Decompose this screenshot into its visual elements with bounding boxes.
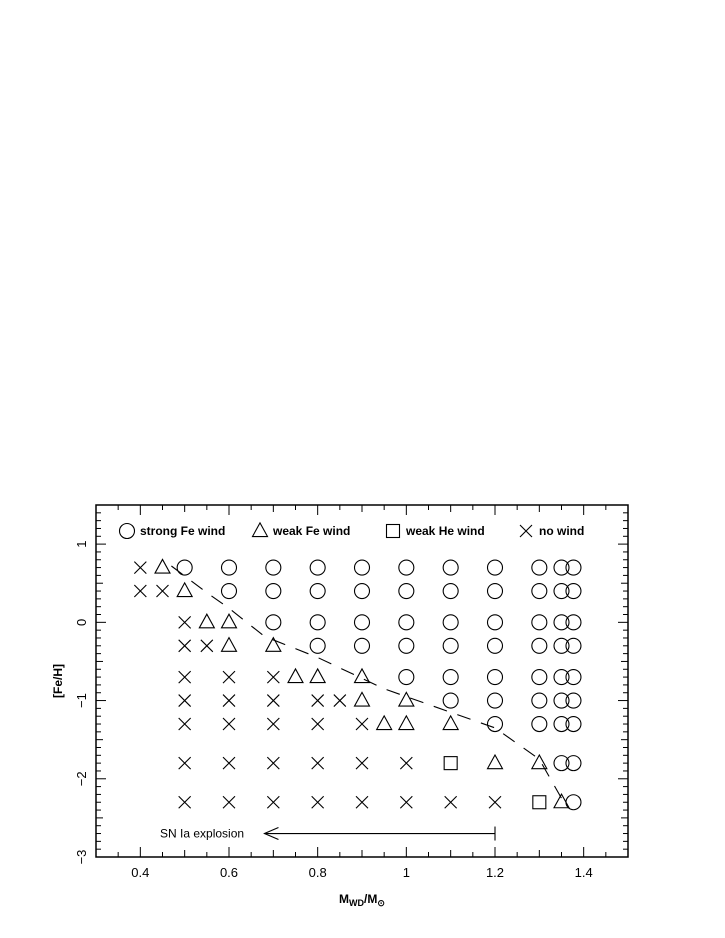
circle-point	[443, 670, 458, 685]
circle-point	[355, 584, 370, 599]
circle-point	[532, 638, 547, 653]
triangle-point	[399, 692, 414, 706]
circle-point	[554, 638, 569, 653]
circle-point	[554, 717, 569, 732]
x-axis-label	[339, 892, 385, 908]
legend-label: weak Fe wind	[273, 524, 351, 538]
cross-point	[179, 718, 191, 730]
y-tick-label: −1	[74, 693, 89, 708]
triangle-point	[177, 583, 192, 597]
legend-square-marker	[387, 525, 400, 538]
x-axis-label-sep: /M	[364, 892, 378, 906]
cross-point	[223, 757, 235, 769]
cross-point	[312, 796, 324, 808]
triangle-point	[310, 669, 325, 683]
x-tick-label: 1	[402, 865, 410, 880]
cross-point	[223, 695, 235, 707]
circle-point	[532, 560, 547, 575]
circle-point	[222, 584, 237, 599]
sn-ia-annotation	[160, 827, 495, 841]
y-axis-label: [Fe/H]	[51, 664, 65, 698]
circle-point	[222, 560, 237, 575]
circle-point	[566, 717, 581, 732]
circle-point	[443, 560, 458, 575]
x-axis-label-sub1: WD	[349, 898, 365, 908]
circle-point	[310, 560, 325, 575]
cross-point	[134, 585, 146, 597]
triangle-point	[532, 755, 547, 769]
circle-point	[532, 717, 547, 732]
legend-entry-cross	[520, 524, 584, 538]
cross-point	[267, 796, 279, 808]
cross-point	[267, 671, 279, 683]
triangle-point	[355, 692, 370, 706]
circle-point	[266, 584, 281, 599]
circle-point	[532, 670, 547, 685]
triangle-point	[155, 559, 170, 573]
cross-point	[312, 695, 324, 707]
cross-point	[179, 757, 191, 769]
cross-point	[223, 718, 235, 730]
triangle-point	[288, 669, 303, 683]
triangle-point	[377, 716, 392, 730]
square-point	[444, 757, 457, 770]
triangle-point	[399, 716, 414, 730]
legend-triangle-marker	[253, 523, 268, 537]
square-point	[533, 796, 546, 809]
y-tick-label: 1	[74, 540, 89, 548]
circle-point	[532, 693, 547, 708]
circle-point	[566, 638, 581, 653]
sn-ia-label: SN Ia explosion	[160, 826, 245, 841]
cross-point	[334, 695, 346, 707]
x-axis-label-sub2: ⊙	[377, 898, 385, 908]
cross-point	[356, 718, 368, 730]
circle-point	[554, 693, 569, 708]
legend	[120, 523, 585, 539]
circle-point	[266, 615, 281, 630]
circle-point	[566, 756, 581, 771]
cross-point	[134, 562, 146, 574]
circle-point	[488, 584, 503, 599]
cross-point	[312, 757, 324, 769]
y-tick-label: −3	[74, 849, 89, 865]
y-tick-label: 0	[74, 618, 89, 626]
circle-point	[566, 584, 581, 599]
axis-ticks	[96, 505, 628, 857]
cross-point	[223, 671, 235, 683]
circle-point	[399, 670, 414, 685]
circle-point	[488, 638, 503, 653]
legend-circle-marker	[120, 524, 135, 539]
circle-point	[443, 638, 458, 653]
circle-point	[566, 615, 581, 630]
circle-point	[355, 615, 370, 630]
cross-point	[489, 796, 501, 808]
circle-point	[488, 670, 503, 685]
circle-point	[399, 560, 414, 575]
circle-point	[399, 584, 414, 599]
legend-entry-circle	[120, 524, 226, 539]
circle-point	[355, 638, 370, 653]
circle-point	[554, 615, 569, 630]
triangle-point	[443, 716, 458, 730]
circle-point	[554, 756, 569, 771]
cross-point	[400, 796, 412, 808]
cross-point	[312, 718, 324, 730]
legend-label: weak He wind	[406, 524, 485, 538]
y-tick-label: −2	[74, 771, 89, 787]
triangle-point	[222, 638, 237, 652]
circle-point	[488, 693, 503, 708]
cross-point	[179, 796, 191, 808]
data-markers	[134, 559, 581, 809]
circle-point	[399, 638, 414, 653]
cross-point	[267, 757, 279, 769]
legend-cross-marker	[520, 525, 532, 537]
x-tick-label: 1.4	[574, 865, 593, 880]
plot-frame	[96, 505, 628, 857]
circle-point	[266, 560, 281, 575]
x-tick-label: 0.6	[219, 865, 239, 880]
cross-point	[201, 640, 213, 652]
cross-point	[223, 796, 235, 808]
cross-point	[179, 671, 191, 683]
cross-point	[445, 796, 457, 808]
circle-point	[488, 717, 503, 732]
triangle-point	[222, 614, 237, 628]
circle-point	[177, 560, 192, 575]
circle-point	[488, 615, 503, 630]
circle-point	[355, 560, 370, 575]
legend-entry-square	[387, 524, 485, 538]
tick-labels	[74, 540, 593, 880]
cross-point	[267, 695, 279, 707]
circle-point	[532, 584, 547, 599]
circle-point	[399, 615, 414, 630]
circle-point	[566, 693, 581, 708]
triangle-point	[199, 614, 214, 628]
cross-point	[157, 585, 169, 597]
cross-point	[400, 757, 412, 769]
circle-point	[443, 615, 458, 630]
circle-point	[554, 560, 569, 575]
circle-point	[554, 670, 569, 685]
circle-point	[443, 693, 458, 708]
x-tick-label: 0.4	[131, 865, 150, 880]
cross-point	[179, 640, 191, 652]
cross-point	[179, 695, 191, 707]
cross-point	[267, 718, 279, 730]
x-axis-label-main: M	[339, 892, 350, 906]
circle-point	[532, 615, 547, 630]
cross-point	[356, 796, 368, 808]
circle-point	[310, 584, 325, 599]
x-tick-label: 0.8	[308, 865, 327, 880]
circle-point	[443, 584, 458, 599]
circle-point	[554, 584, 569, 599]
circle-point	[310, 615, 325, 630]
circle-point	[566, 670, 581, 685]
circle-point	[310, 638, 325, 653]
legend-label: no wind	[539, 524, 585, 538]
cross-point	[356, 757, 368, 769]
circle-point	[566, 560, 581, 575]
x-tick-label: 1.2	[485, 865, 505, 880]
legend-entry-triangle	[253, 523, 351, 538]
cross-point	[179, 616, 191, 628]
circle-point	[488, 560, 503, 575]
legend-label: strong Fe wind	[140, 524, 226, 538]
triangle-point	[488, 755, 503, 769]
